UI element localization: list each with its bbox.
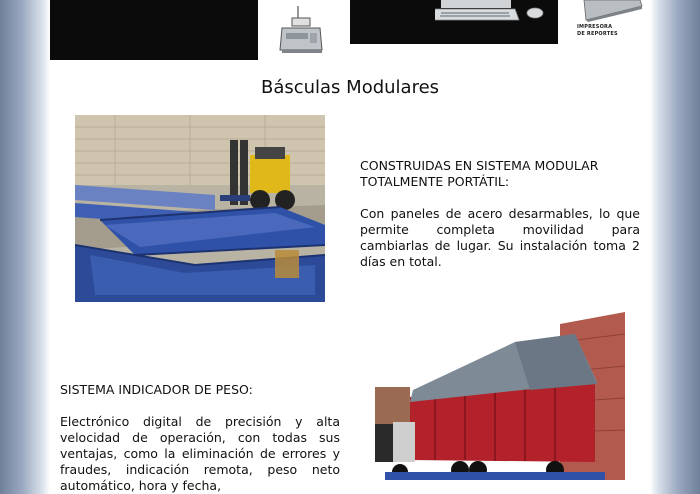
- truck-on-scale-photo: [375, 312, 625, 480]
- section1-body: Con paneles de acero desarmables, lo que permite completa movilidad para cambiarlas de lugar. Su instalación toma 2 días en total.: [360, 206, 640, 269]
- printer-caption-line2: DE REPORTES: [577, 31, 618, 37]
- printer-icon: [580, 0, 644, 22]
- section1-heading: [360, 158, 650, 190]
- modular-scale-photo: [75, 115, 325, 302]
- section2-body: Electrónico digital de precisión y alta velocidad de operación, con todas sus ventajas, como la eliminación de errores y fraudes, indicación remota, peso neto automático, hora y fecha,: [60, 414, 340, 493]
- page-title: Básculas Modulares: [260, 77, 440, 98]
- section1-heading-line1: CONSTRUIDAS EN SISTEMA MODULAR: [360, 158, 599, 173]
- computer-keyboard-icon: [435, 0, 550, 26]
- printer-caption: [577, 24, 637, 38]
- section1-heading-line2: TOTALMENTE PORTÁTIL:: [360, 174, 510, 189]
- fax-machine-icon: [278, 6, 324, 56]
- header-banner-left: [50, 0, 258, 60]
- printer-caption-line1: IMPRESORA: [577, 24, 613, 30]
- page-content: [50, 0, 650, 493]
- section2-heading: SISTEMA INDICADOR DE PESO:: [60, 382, 253, 397]
